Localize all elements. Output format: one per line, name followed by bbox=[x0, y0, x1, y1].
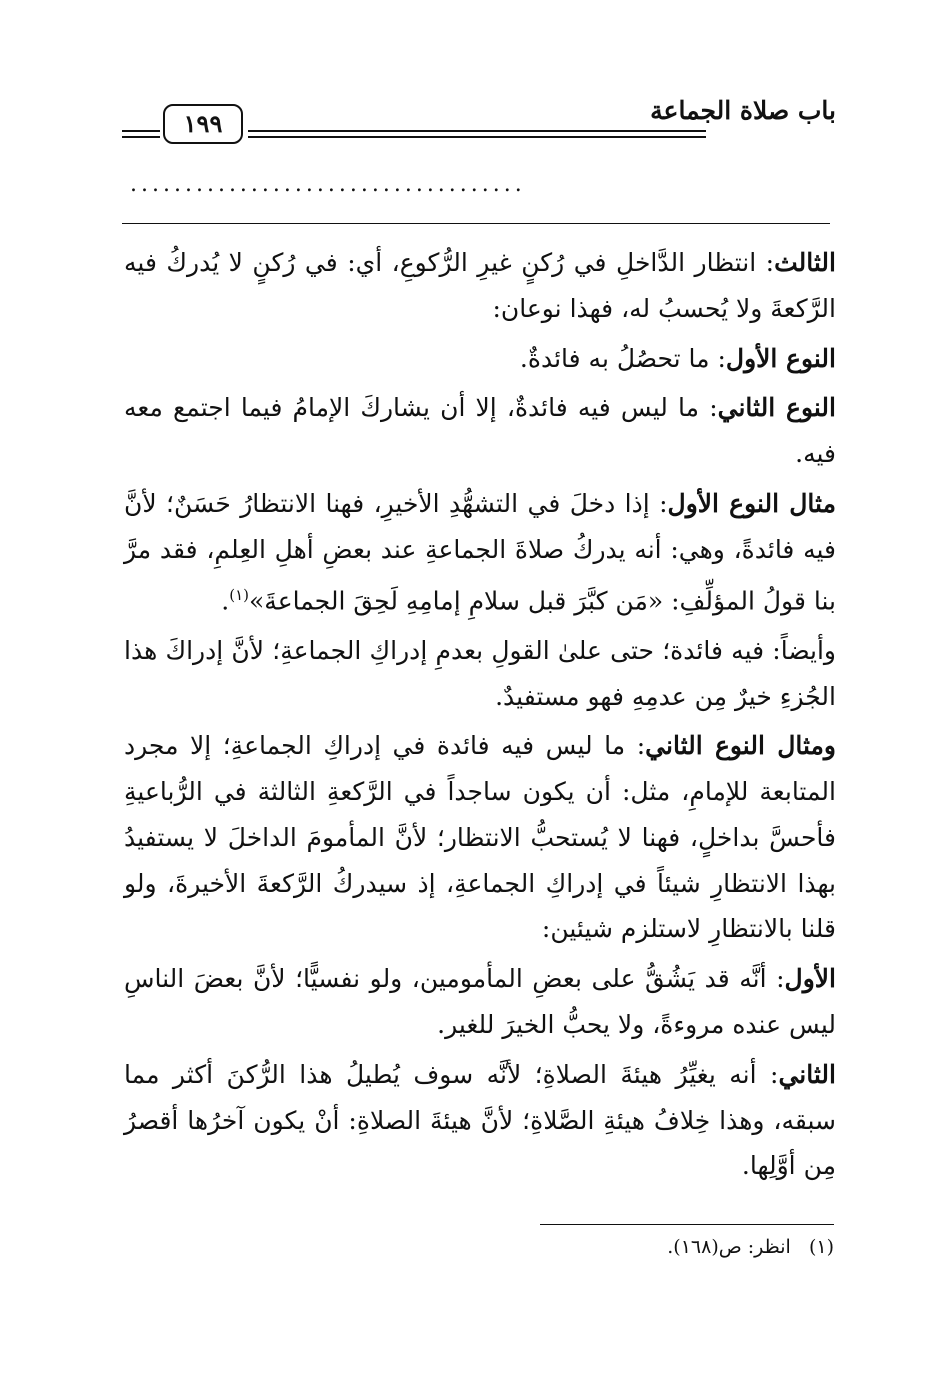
paragraph-second-consequence bbox=[124, 1052, 836, 1189]
paragraph-lead: الثاني bbox=[778, 1059, 836, 1089]
footnote bbox=[667, 1236, 834, 1258]
paragraph-type-one bbox=[124, 336, 836, 382]
footnote-rule bbox=[540, 1224, 834, 1225]
paragraph-also bbox=[124, 628, 836, 720]
chapter-title: باب صلاة الجماعة bbox=[650, 96, 836, 125]
paragraph-third bbox=[124, 240, 836, 332]
paragraph-text: : أنَّه قد يَشُقُّ على بعضِ المأمومين، ولو نفسيًّا؛ لأنَّ بعضَ الناسِ ليس عنده مروءةً، ولا يحبُّ الخيرَ للغير. bbox=[124, 964, 836, 1040]
header-rule-left-upper bbox=[122, 130, 160, 132]
separator-dots: .................................... bbox=[130, 172, 526, 197]
footnote-text: انظر: ص(١٦٨). bbox=[667, 1236, 791, 1258]
paragraph-type-two bbox=[124, 385, 836, 477]
paragraph-first-consequence bbox=[124, 956, 836, 1048]
footnote-reference: (١) bbox=[229, 585, 249, 604]
paragraph-lead: الأول bbox=[784, 964, 836, 994]
paragraph-example-two bbox=[124, 723, 836, 952]
page-number: ١٩٩ bbox=[163, 104, 243, 144]
body-text bbox=[124, 240, 836, 1193]
page-header bbox=[120, 96, 836, 156]
paragraph-lead: ومثال النوع الثاني bbox=[645, 731, 836, 761]
paragraph-tail: . bbox=[221, 585, 230, 615]
header-rule-right-lower bbox=[248, 136, 706, 138]
paragraph-text: : ما ليس فيه فائدة في إدراكِ الجماعةِ؛ إلا مجرد المتابعة للإمامِ، مثل: أن يكون ساجداً في الرَّكعةِ الثالثة في الرُّباعيةِ فأحسَّ بداخلٍ، فهنا لا يُستحبُّ الانتظار؛ لأنَّ المأمومَ الداخلَ لا يستفيدُ بهذا الانتظارِ شيئاً في إدراكِ الجماعةِ، إذ سيدركُ الرَّكعةَ الأخيرةَ، ولو قلنا بالانتظارِ لاستلزم شيئين: bbox=[124, 731, 836, 944]
paragraph-example-one bbox=[124, 481, 836, 624]
paragraph-lead: مثال النوع الأول bbox=[667, 488, 836, 518]
paragraph-lead: الثالث bbox=[774, 248, 836, 277]
paragraph-lead: النوع الأول bbox=[725, 343, 836, 373]
footnote-marker: (١) bbox=[808, 1236, 834, 1258]
paragraph-text: : ما ليس فيه فائدةٌ، إلا أن يشاركَ الإمامُ فيما اجتمع معه فيه. bbox=[124, 393, 836, 469]
paragraph-text: : إذا دخلَ في التشهُّدِ الأخيرِ، فهنا الانتظارُ حَسَنٌ؛ لأنَّ فيه فائدةً، وهي: أنه يدركُ صلاةَ الجماعةِ عند بعضِ أهلِ العِلمِ، فقد مرَّ بنا قولُ المؤلِّفِ: «مَن كبَّرَ قبل سلامِ إمامِهِ لَحِقَ الجماعةَ» bbox=[124, 488, 836, 615]
content-top-rule bbox=[122, 223, 830, 224]
paragraph-text: : أنه يغيِّرُ هيئةَ الصلاةِ؛ لأنَّه سوف يُطيلُ هذا الرُّكنَ أكثر مما سبقه، وهذا خِلافُ هيئةِ الصَّلاةِ؛ لأنَّ هيئةَ الصلاةِ: أنْ يكون آخرُها أقصرُ مِن أوَّلِها. bbox=[124, 1059, 836, 1181]
paragraph-text: وأيضاً: فيه فائدة؛ حتى علىٰ القولِ بعدمِ إدراكِ الجماعةِ؛ لأنَّ إدراكَ هذا الجُزءِ خيرٌ مِن عدمِهِ فهو مستفيدٌ. bbox=[124, 635, 836, 711]
header-rule-left-lower bbox=[122, 136, 160, 138]
paragraph-text: : ما تحصُلُ به فائدةٌ. bbox=[519, 343, 726, 373]
paragraph-text: : انتظار الدَّاخلِ في رُكنٍ غيرِ الرُّكوعِ، أي: في رُكنٍ لا يُدركُ فيه الرَّكعةَ ولا يُحسبُ له، فهذا نوعان: bbox=[124, 248, 836, 323]
paragraph-lead: النوع الثاني bbox=[717, 393, 836, 423]
header-rule-right-upper bbox=[248, 130, 706, 132]
